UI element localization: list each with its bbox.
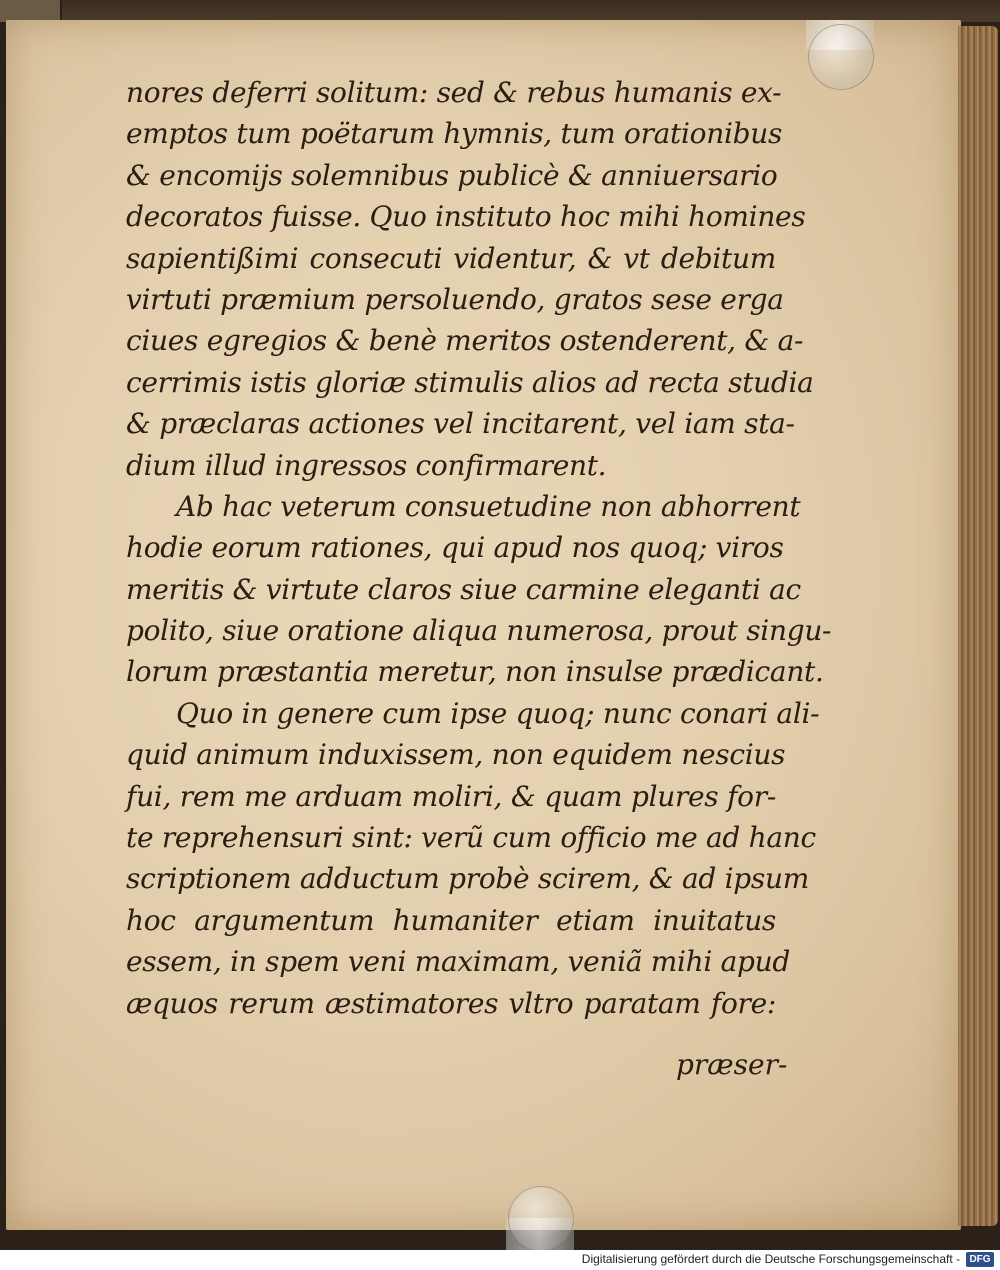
- binding-strip: [0, 0, 1000, 22]
- text-line: ciues egregios & benè meritos ostenderent, & a-: [126, 324, 804, 358]
- text-line: virtuti præmium persoluendo, gratos sese erga: [126, 282, 784, 316]
- text-line: & præclaras actiones vel incitarent, vel iam sta-: [126, 407, 795, 441]
- text-line: dium illud ingressos confirmarent.: [126, 448, 607, 482]
- text-line: polito, siue oratione aliqua numerosa, prout singu-: [126, 614, 832, 648]
- text-line: sapientißimi consecuti videntur, & vt debitum: [126, 241, 776, 275]
- text-line: scriptionem adductum probè scirem, & ad ipsum: [126, 862, 809, 896]
- text-line: & encomijs solemnibus publicè & anniuersario: [126, 158, 778, 192]
- text-line: æquos rerum æstimatores vltro paratam fore:: [126, 986, 776, 1020]
- catchword: præser-: [676, 1048, 788, 1081]
- bottom-clip: [508, 1186, 574, 1250]
- text-line: hoc argumentum humaniter etiam inuitatus: [126, 903, 776, 937]
- text-line: fui, rem me arduam moliri, & quam plures for-: [126, 779, 776, 813]
- page-edges: [958, 26, 998, 1226]
- spine-tab: [0, 0, 62, 22]
- text-line: lorum præstantia meretur, non insulse prædicant.: [126, 655, 824, 689]
- footer-bar: [0, 1250, 1000, 1270]
- text-line: hodie eorum rationes, qui apud nos quoq; viros: [126, 531, 784, 565]
- body-text: [126, 72, 832, 1024]
- top-clip: [808, 24, 874, 90]
- text-line: nores deferri solitum: sed & rebus humanis ex-: [126, 76, 782, 109]
- text-line: Quo in genere cum ipse quoq; nunc conari ali-: [176, 696, 820, 730]
- text-line: te reprehensuri sint: verũ cum officio me ad hanc: [126, 821, 816, 855]
- funding-credit: Digitalisierung gefördert durch die Deutsche Forschungsgemeinschaft -: [581, 1252, 960, 1266]
- text-line: essem, in spem veni maximam, veniã mihi apud: [126, 945, 791, 979]
- text-line: Ab hac veterum consuetudine non abhorrent: [176, 489, 801, 523]
- dfg-logo: DFG: [966, 1252, 994, 1267]
- text-line: quid animum induxissem, non equidem nescius: [126, 738, 786, 772]
- text-line: decoratos fuisse. Quo instituto hoc mihi homines: [126, 200, 806, 234]
- text-line: emptos tum poëtarum hymnis, tum orationibus: [126, 117, 783, 151]
- text-line: meritis & virtute claros siue carmine eleganti ac: [126, 572, 801, 606]
- text-line: cerrimis istis gloriæ stimulis alios ad recta studia: [126, 365, 814, 399]
